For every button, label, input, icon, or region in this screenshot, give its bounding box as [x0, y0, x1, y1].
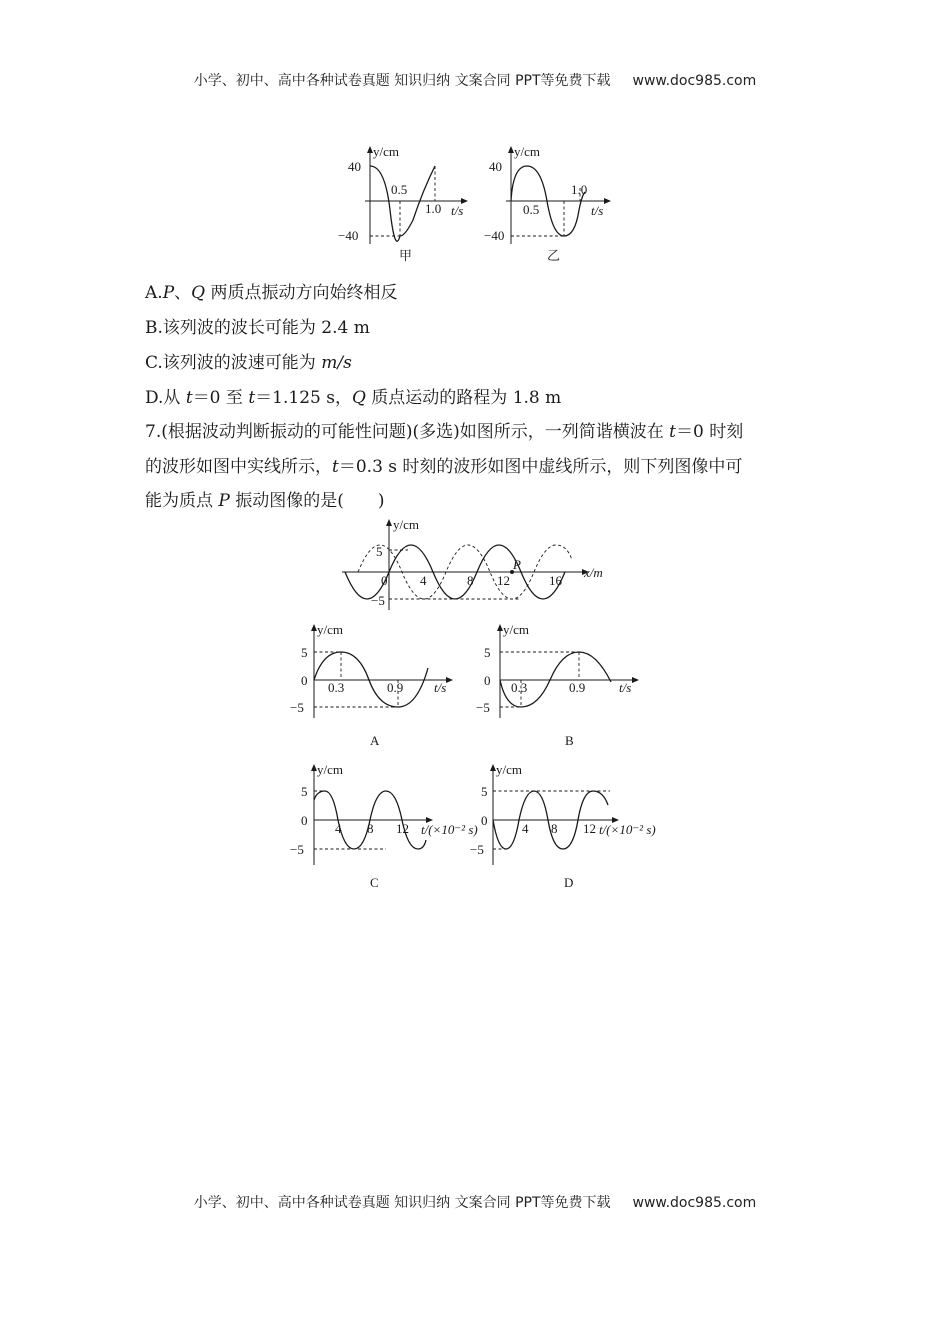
- y-min-label: −5: [470, 842, 484, 857]
- y-label: y/cm: [393, 517, 419, 532]
- y-label: y/cm: [514, 144, 540, 159]
- option-c-graph: [290, 760, 485, 890]
- x-label: t/s: [591, 203, 604, 218]
- option-b-graph: [476, 620, 656, 750]
- caption-jia: 甲: [399, 248, 413, 263]
- header-url[interactable]: www.doc985.com: [632, 73, 757, 89]
- y-min-label: −5: [371, 593, 385, 608]
- t-tick-09: 0.9: [387, 680, 404, 695]
- tick-05: 0.5: [523, 202, 540, 217]
- x-tick-0: 0: [381, 573, 388, 588]
- footer-url[interactable]: www.doc985.com: [632, 1195, 757, 1211]
- x-axis-arrow: [604, 198, 611, 204]
- t-tick-4: 4: [335, 821, 342, 836]
- t-label: t/s: [619, 680, 632, 695]
- x-tick-8: 8: [467, 573, 474, 588]
- t-axis-arrow: [632, 677, 639, 683]
- caption-b: B: [565, 733, 574, 748]
- y-min-label: −5: [290, 700, 304, 715]
- t-tick-03: 0.3: [511, 680, 528, 695]
- zero-label: 0: [484, 673, 491, 688]
- y-max-label: 5: [481, 784, 488, 799]
- q7-line-3: 能为质点 P 振动图像的是( ): [145, 491, 385, 511]
- t-label: t/s: [434, 680, 447, 695]
- y-label: y/cm: [503, 622, 529, 637]
- footer-text: 小学、初中、高中各种试卷真题 知识归纳 文案合同 PPT等免费下载: [193, 1195, 611, 1211]
- y-label: y/cm: [496, 762, 522, 777]
- caption-c: C: [370, 875, 379, 890]
- y-min-label: −5: [290, 842, 304, 857]
- y-axis-arrow: [386, 519, 392, 526]
- y-max-label: 5: [484, 645, 491, 660]
- y-min-label: −5: [476, 700, 490, 715]
- x-label: t/s: [451, 203, 464, 218]
- t-label: t/(×10⁻² s): [599, 822, 656, 837]
- tick-10: 1.0: [425, 201, 442, 216]
- figure-yi: [485, 140, 620, 265]
- tick-05: 0.5: [391, 182, 408, 197]
- tick-10: 1.0: [571, 182, 588, 197]
- t-axis-arrow: [446, 677, 453, 683]
- zero-label: 0: [301, 673, 308, 688]
- t-tick-8: 8: [551, 821, 558, 836]
- q7-line-1: 7.(根据波动判断振动的可能性问题)(多选)如图所示，一列简谐横波在 t＝0 时刻: [145, 422, 744, 442]
- caption-a: A: [370, 733, 380, 748]
- x-label: x/m: [584, 565, 603, 580]
- y-label: y/cm: [373, 144, 399, 159]
- figure-jia: [335, 140, 475, 265]
- t-tick-12: 12: [583, 821, 596, 836]
- zero-label: 0: [301, 813, 308, 828]
- wave-figure: [340, 515, 620, 615]
- page-header: [0, 70, 950, 90]
- caption-d: D: [564, 875, 574, 890]
- option-a-graph: [290, 620, 470, 750]
- option-b: B.该列波的波长可能为 2.4 m: [145, 318, 370, 338]
- y-max-label: 5: [301, 645, 308, 660]
- t-tick-8: 8: [367, 821, 374, 836]
- y-max-label: 40: [348, 159, 361, 174]
- y-label: y/cm: [317, 622, 343, 637]
- t-tick-12: 12: [396, 821, 409, 836]
- page-footer: [0, 1192, 950, 1212]
- option-d: D.从 t＝0 至 t＝1.125 s，Q 质点运动的路程为 1.8 m: [145, 388, 562, 408]
- header-text: 小学、初中、高中各种试卷真题 知识归纳 文案合同 PPT等免费下载: [193, 73, 611, 89]
- point-p-label: P: [513, 557, 521, 572]
- y-min-label: −40: [338, 228, 359, 243]
- option-c: C.该列波的波速可能为 m/s: [145, 353, 352, 373]
- y-max-label: 5: [376, 544, 383, 559]
- x-tick-12: 12: [497, 573, 510, 588]
- zero-label: 0: [481, 813, 488, 828]
- y-min-label: −40: [484, 228, 505, 243]
- t-tick-09: 0.9: [569, 680, 586, 695]
- y-label: y/cm: [317, 762, 343, 777]
- option-d-graph: [470, 760, 671, 890]
- caption-yi: 乙: [547, 248, 561, 263]
- y-max-label: 5: [301, 784, 308, 799]
- q7-line-2: 的波形如图中实线所示，t＝0.3 s 时刻的波形如图中虚线所示，则下列图像中可: [145, 457, 743, 477]
- x-tick-4: 4: [420, 573, 427, 588]
- y-max-label: 40: [489, 159, 502, 174]
- t-label: t/(×10⁻² s): [421, 822, 478, 837]
- option-a: A.P、Q 两质点振动方向始终相反: [145, 283, 398, 303]
- t-tick-4: 4: [522, 821, 529, 836]
- x-tick-16: 16: [549, 573, 562, 588]
- t-tick-03: 0.3: [328, 680, 345, 695]
